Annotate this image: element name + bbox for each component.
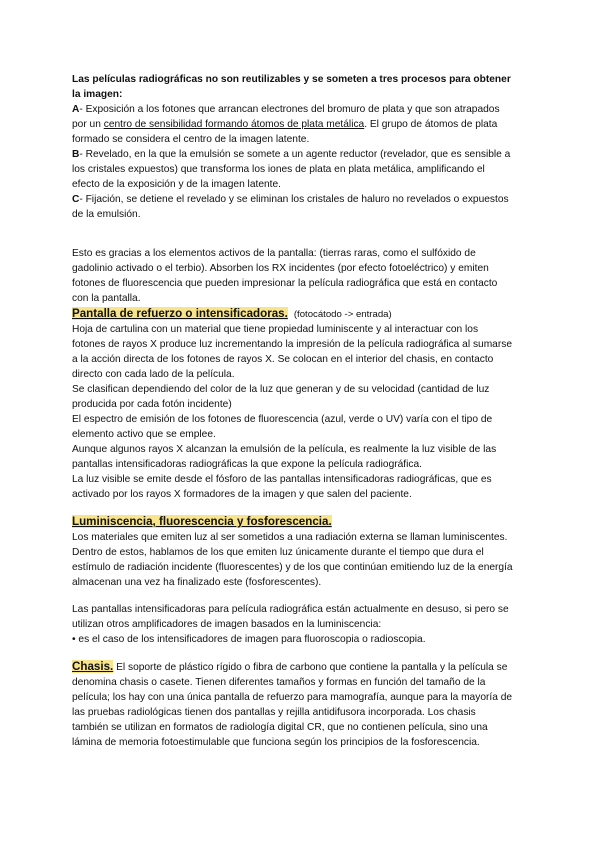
section3-text: El soporte de plástico rígido o fibra de carbono que contiene la pantalla y la película se denomina chasis o casete. Tienen diferentes tamaños y formas en función del tamaño de la película; los hay con una única pantalla de refuerzo para mamografía, aunque para la mayoría de las pruebas radiológicas tienen dos pantallas y rejilla antidifusora incorporada. Los chasis también se utilizan en formatos de radiología digital CR, que no contienen película, sino una lámina de memoria fotoestimulable que funciona según los principios de la fosforescencia. xyxy=(72,662,513,748)
section1-heading: Pantalla de refuerzo o intensificadoras. xyxy=(72,307,288,320)
spacer xyxy=(72,502,514,514)
section2-p3: • es el caso de los intensificadores de imagen para fluoroscopia o radioscopia. xyxy=(72,634,426,645)
section2-heading-line xyxy=(72,514,514,530)
section1-p5: La luz visible se emite desde el fósforo de las pantallas intensificadoras radiográficas, que es activado por los rayos X formadores de la imagen y que salen del paciente. xyxy=(72,474,492,500)
spacer xyxy=(72,222,514,246)
step-c-label: C xyxy=(72,194,80,205)
section2-p1: Los materiales que emiten luz al ser sometidos a una radiación externa se llaman luminiscentes. Dentro de estos, hablamos de los que emiten luz únicamente durante el tiempo que dura el estímulo de radiación incidente (fluorescentes) y de los que continúan emitiendo luz de la energía almacenan una vez ha finalizado este (fosforescentes). xyxy=(72,532,513,588)
section2-heading: Luminiscencia, fluorescencia y fosforescencia. xyxy=(72,515,332,528)
section2-p2: Las pantallas intensificadoras para película radiográfica están actualmente en desuso, si pero se utilizan otros amplificadores de imagen basados en la luminiscencia: xyxy=(72,604,509,630)
step-b-label: B xyxy=(72,149,80,160)
section1-p1: Hoja de cartulina con un material que tiene propiedad luminiscente y al interactuar con los fotones de rayos X produce luz incrementando la impresión de la película radiográfica al sumarse a la acción directa de los fotones de rayos X. Se colocan en el interior del chasis, en contacto directo con cada lado de la película. xyxy=(72,324,513,380)
step-a-text-1: - Exposición a los fotones que arrancan electrones del bromuro de plata y que son atrapados por un xyxy=(72,104,500,130)
step-b-text: - Revelado, en la que la emulsión se somete a un agente reductor (revelador, que es sensible a los cristales expuestos) que transforma los iones de plata en plata metálica, amplificando el efecto de la exposición y de la imagen latente. xyxy=(72,149,511,190)
section3-heading: Chasis. xyxy=(72,660,114,673)
section3-paragraph xyxy=(72,659,514,750)
step-b xyxy=(72,147,514,192)
spacer xyxy=(72,590,514,602)
step-a-underlined: centro de sensibilidad formando átomos de plata metálica xyxy=(103,119,365,130)
section1-heading-line xyxy=(72,306,514,322)
intro-title: Las películas radiográficas no son reutilizables y se someten a tres procesos para obtener la imagen: xyxy=(72,74,511,100)
step-c xyxy=(72,192,514,222)
step-a xyxy=(72,102,514,147)
spacer xyxy=(72,647,514,659)
active-elements-paragraph: Esto es gracias a los elementos activos de la pantalla: (tierras raras, como el sulfóxido de gadolinio activado o el terbio). Absorben los RX incidentes (por efecto fotoeléctrico) y emiten fotones de fluorescencia que pueden impresionar la película radiográfica que está en contacto con la pantalla. xyxy=(72,248,498,304)
section1-p2: Se clasifican dependiendo del color de la luz que generan y de su velocidad (cantidad de luz producida por cada fotón incidente) xyxy=(72,384,490,410)
step-a-label: A xyxy=(72,104,80,115)
section1-p3: El espectro de emisión de los fotones de fluorescencia (azul, verde o UV) varía con el tipo de elemento activo que se emplee. xyxy=(72,414,493,440)
section1-p4: Aunque algunos rayos X alcanzan la emulsión de la película, es realmente la luz visible de las pantallas intensificadoras radiográficas la que expone la película radiográfica. xyxy=(72,444,497,470)
step-a-text-2: . El grupo de átomos de plata formado se considera el centro de la imagen latente. xyxy=(72,119,498,145)
section1-note: (fotocátodo -> entrada) xyxy=(293,309,392,320)
step-c-text: - Fijación, se detiene el revelado y se eliminan los cristales de haluro no revelados o expuestos de la emulsión. xyxy=(72,194,509,220)
